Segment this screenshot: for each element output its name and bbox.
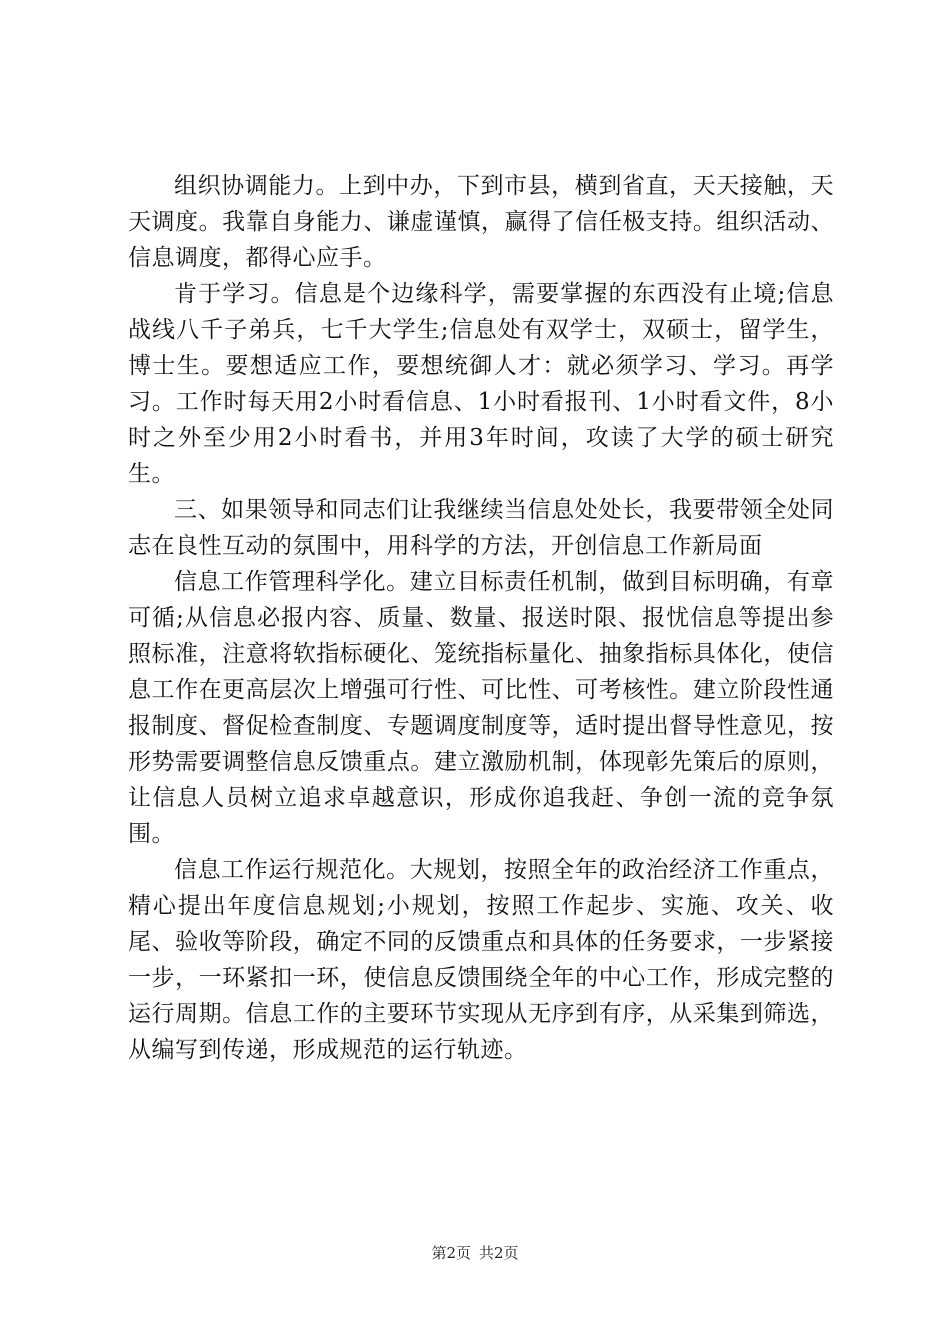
paragraph-section-three: 三、如果领导和同志们让我继续当信息处处长，我要带领全处同志在良性互动的氛围中，用科学的方法，开创信息工作新局面 xyxy=(128,497,834,559)
page-total: 共2页 xyxy=(479,1244,519,1262)
paragraph-management: 信息工作管理科学化。建立目标责任机制，做到目标明确，有章可循;从信息必报内容、质量、数量、报送时限、报忧信息等提出参照标准，注意将软指标硬化、笼统指标量化、抽象指标具体化，使信息工作在更高层次上增强可行性、可比性、可考核性。建立阶段性通报制度、督促检查制度、专题调度制度等，适时提出督导性意见，按形势需要调整信息反馈重点。建立激励机制，体现彰先策后的原则，让信息人员树立追求卓越意识，形成你追我赶、争创一流的竞争氛围。 xyxy=(128,569,834,847)
document-body xyxy=(128,168,834,1068)
page-footer xyxy=(0,1243,950,1263)
paragraph-learning: 肯于学习。信息是个边缘科学，需要掌握的东西没有止境;信息战线八千子弟兵，七千大学生;信息处有双学士，双硕士，留学生，博士生。要想适应工作，要想统御人才：就必须学习、学习。再学习。工作时每天用2小时看信息、1小时看报刊、1小时看文件，8小时之外至少用2小时看书，并用3年时间，攻读了大学的硕士研究生。 xyxy=(128,281,834,487)
paragraph-coordination: 组织协调能力。上到中办，下到市县，横到省直，天天接触，天天调度。我靠自身能力、谦虚谨慎，赢得了信任极支持。组织活动、信息调度，都得心应手。 xyxy=(128,173,834,271)
paragraph-operation: 信息工作运行规范化。大规划，按照全年的政治经济工作重点，精心提出年度信息规划;小规划，按照工作起步、实施、攻关、收尾、验收等阶段，确定不同的反馈重点和具体的任务要求，一步紧接一步，一环紧扣一环，使信息反馈围绕全年的中心工作，形成完整的运行周期。信息工作的主要环节实现从无序到有序，从采集到筛选，从编写到传递，形成规范的运行轨迹。 xyxy=(128,857,834,1063)
page-number: 第2页 xyxy=(431,1244,471,1262)
